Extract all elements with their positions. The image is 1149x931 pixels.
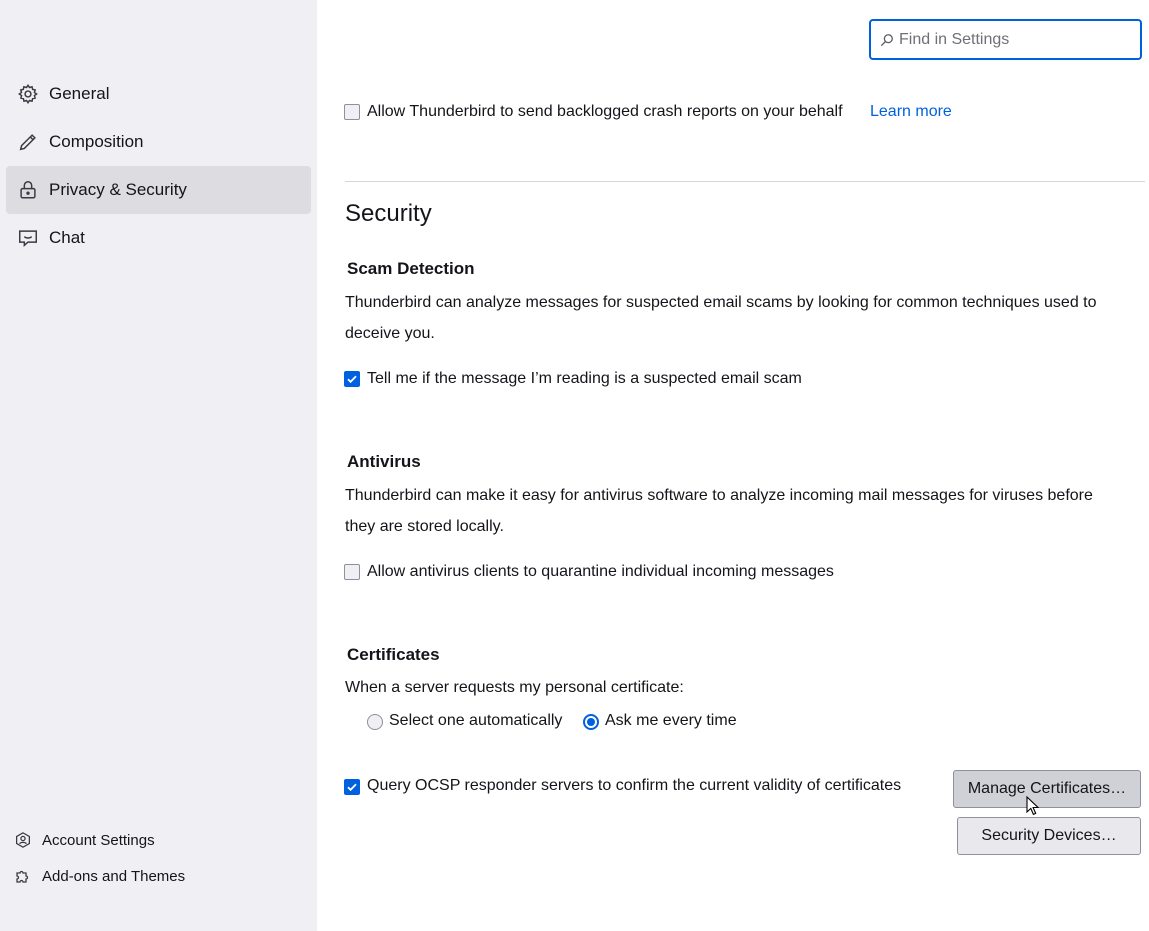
account-settings-link[interactable] bbox=[14, 826, 155, 854]
sidebar-item-label: Privacy & Security bbox=[49, 180, 187, 199]
gear-icon bbox=[16, 82, 40, 106]
manage-certificates-button[interactable]: Manage Certificates… bbox=[953, 770, 1141, 808]
chat-icon bbox=[16, 226, 40, 250]
settings-content bbox=[317, 0, 1149, 931]
sidebar-item-label: Chat bbox=[49, 228, 85, 247]
mouse-cursor-icon bbox=[1026, 796, 1040, 816]
search-icon bbox=[880, 33, 894, 47]
section-divider bbox=[345, 181, 1145, 182]
radio-select-automatically-label: Select one automatically bbox=[389, 712, 563, 729]
sidebar-item-general[interactable] bbox=[6, 70, 311, 118]
scam-detection-label: Tell me if the message I’m reading is a suspected email scam bbox=[367, 370, 802, 387]
scam-detection-description: Thunderbird can analyze messages for suspected email scams by looking for common techniques used to deceive you. bbox=[345, 294, 1097, 342]
radio-ask-every-time[interactable] bbox=[583, 714, 599, 730]
lock-icon bbox=[16, 178, 40, 202]
puzzle-icon bbox=[14, 867, 32, 885]
certificates-title: Certificates bbox=[347, 645, 440, 664]
addons-themes-link[interactable] bbox=[14, 862, 185, 890]
security-devices-button[interactable]: Security Devices… bbox=[957, 817, 1141, 855]
learn-more-link[interactable]: Learn more bbox=[870, 103, 952, 120]
certificates-prompt: When a server requests my personal certificate: bbox=[345, 679, 684, 696]
search-box[interactable] bbox=[869, 19, 1142, 60]
settings-sidebar bbox=[0, 0, 317, 931]
crash-reports-checkbox[interactable] bbox=[344, 104, 360, 120]
footer-item-label: Add-ons and Themes bbox=[42, 867, 186, 885]
sidebar-item-privacy-security[interactable] bbox=[6, 166, 311, 214]
sidebar-item-chat[interactable] bbox=[6, 214, 311, 262]
footer-item-label: Account Settings bbox=[42, 831, 155, 849]
antivirus-checkbox[interactable] bbox=[344, 564, 360, 580]
sidebar-item-label: Composition bbox=[49, 132, 144, 151]
sidebar-item-label: General bbox=[49, 84, 110, 103]
search-input[interactable] bbox=[899, 31, 1129, 49]
antivirus-description: Thunderbird can make it easy for antivirus software to analyze incoming mail messages for viruses before they are stored locally. bbox=[345, 487, 1093, 535]
ocsp-label: Query OCSP responder servers to confirm the current validity of certificates bbox=[367, 777, 902, 794]
section-title-security: Security bbox=[345, 200, 432, 227]
radio-select-automatically[interactable] bbox=[367, 714, 383, 730]
checkmark-icon bbox=[346, 373, 358, 385]
scam-detection-title: Scam Detection bbox=[347, 259, 475, 278]
ocsp-checkbox[interactable] bbox=[344, 779, 360, 795]
antivirus-label: Allow antivirus clients to quarantine individual incoming messages bbox=[367, 563, 834, 580]
checkmark-icon bbox=[346, 781, 358, 793]
pencil-icon bbox=[16, 130, 40, 154]
sidebar-item-composition[interactable] bbox=[6, 118, 311, 166]
antivirus-title: Antivirus bbox=[347, 452, 421, 471]
account-settings-icon bbox=[14, 831, 32, 849]
radio-ask-every-time-label: Ask me every time bbox=[605, 712, 737, 729]
crash-reports-label: Allow Thunderbird to send backlogged crash reports on your behalf bbox=[367, 103, 843, 120]
scam-detection-checkbox[interactable] bbox=[344, 371, 360, 387]
